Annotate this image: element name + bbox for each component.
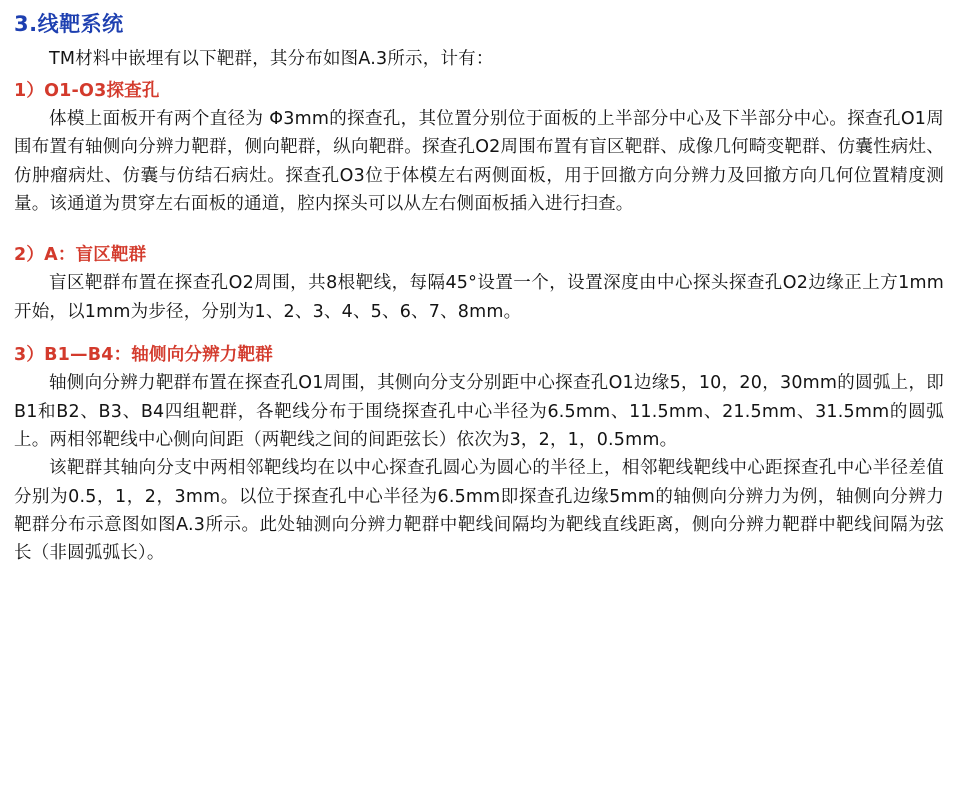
item-body-2: 盲区靶群布置在探查孔O2周围，共8根靶线，每隔45°设置一个，设置深度由中心探头探查孔O2边缘正上方1mm开始，以1mm为步径，分别为1、2、3、4、5、6、7、8mm。 xyxy=(14,273,944,322)
item-body-3b: 该靶群其轴向分支中两相邻靶线均在以中心探查孔圆心为圆心的半径上，相邻靶线靶线中心距探查孔中心半径差值分别为0.5，1，2，3mm。以位于探查孔中心半径为6.5mm即探查孔边缘5mm的轴侧向分辨力为例，轴侧向分辨力靶群分布示意图如图A.3所示。此处轴测向分辨力靶群中靶线间隔均为靶线直线距离，侧向分辨力靶群中靶线间隔为弦长（非圆弧弧长）。 xyxy=(14,458,944,564)
section-title: 3.线靶系统 xyxy=(14,12,124,36)
item-block-1 xyxy=(14,78,944,219)
item-body-3a: 轴侧向分辨力靶群布置在探查孔O1周围，其侧向分支分别距中心探查孔O1边缘5，10，20，30mm的圆弧上，即B1和B2、B3、B4四组靶群，各靶线分布于围绕探查孔中心半径为6.5mm、11.5mm、21.5mm、31.5mm的圆弧上。两相邻靶线中心侧向间距（两靶线之间的间距弦长）依次为3，2，1，0.5mm。 xyxy=(14,373,944,450)
item-heading-2: 2）A：盲区靶群 xyxy=(14,245,147,266)
item-block-2 xyxy=(14,242,944,326)
item-heading-1: 1）O1-O3探查孔 xyxy=(14,80,160,101)
spacer xyxy=(14,220,944,242)
item-heading-3: 3）B1—B4：轴侧向分辨力靶群 xyxy=(14,345,273,366)
item-body-1: 体模上面板开有两个直径为 Φ3mm的探查孔，其位置分别位于面板的上半部分中心及下半部分中心。探查孔O1周围布置有轴侧向分辨力靶群，侧向靶群，纵向靶群。探查孔O2周围布置有盲区靶群、成像几何畸变靶群、仿囊性病灶、仿肿瘤病灶、仿囊与仿结石病灶。探查孔O3位于体模左右两侧面板，用于回撤方向分辨力及回撤方向几何位置精度测量。该通道为贯穿左右面板的通道，腔内探头可以从左右侧面板插入进行扫查。 xyxy=(14,108,944,214)
item-block-3 xyxy=(14,342,944,568)
spacer xyxy=(14,328,944,342)
intro-paragraph: TM材料中嵌埋有以下靶群，其分布如图A.3所示，计有： xyxy=(49,49,494,70)
